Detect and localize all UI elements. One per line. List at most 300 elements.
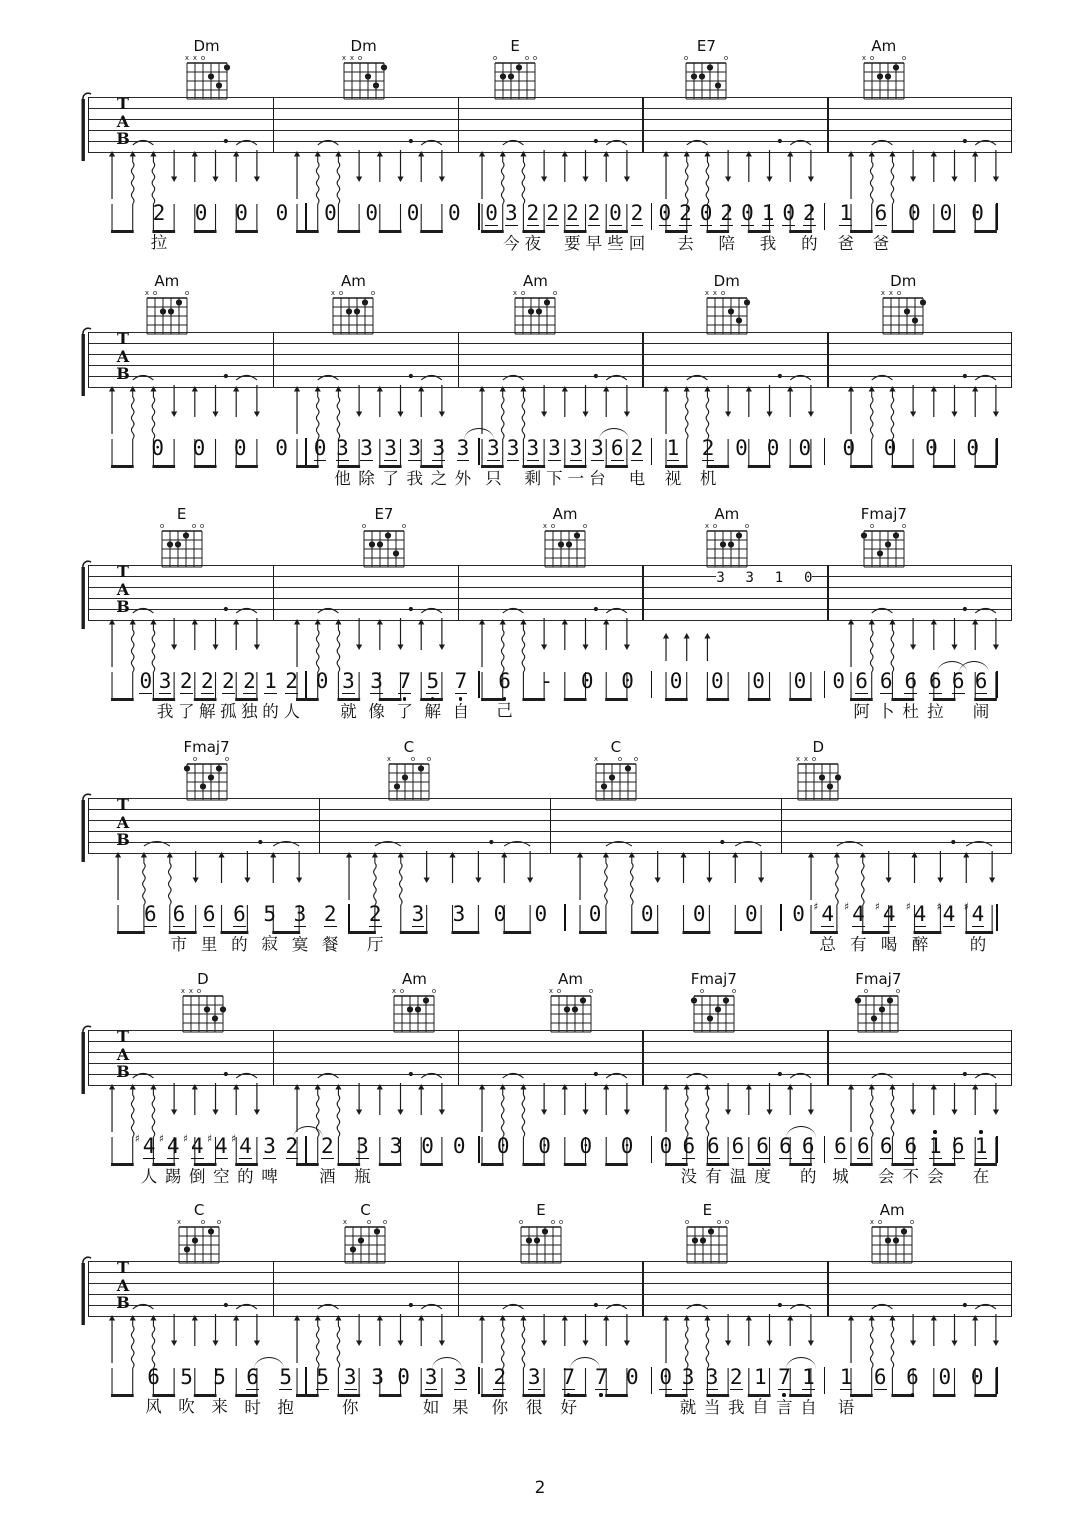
measure-notation [134,437,305,488]
notation-row [134,1366,998,1418]
notation-row [134,670,998,722]
note-token [275,437,288,488]
chord-diagram [856,39,912,105]
lyric-char: 我 [406,469,423,488]
svg-text:x: x [343,1218,348,1226]
lyric-char: 他 [334,469,351,488]
jianpu-number: 0 [692,902,706,926]
jianpu-number: 6 [498,669,511,693]
lyric-char [663,1166,668,1186]
tab-clef-letter: T [117,562,129,581]
note-token [800,1366,817,1418]
number-barline [996,203,998,230]
chord-label: Dm [193,37,220,55]
lyric-char: 只 [485,469,502,488]
note-token [658,202,671,254]
lyric-char: 的 [800,1167,817,1186]
jianpu-number: 0 [669,669,683,693]
jianpu-number: 2 [152,201,166,225]
svg-text:x: x [593,755,598,763]
jianpu-number: 0 [406,201,420,225]
svg-text:o: o [339,289,344,297]
tab-fret-number: 3 [716,570,725,586]
lyric-char: 好 [560,1398,577,1417]
lyric-char [771,468,776,488]
lyric-char: 了 [177,702,195,721]
svg-text:o: o [199,522,204,530]
lyric-char [797,701,802,721]
note-token [171,903,188,955]
sharp-sign: ♯ [231,1133,237,1145]
lyric-char: 里 [200,935,218,954]
note-token [316,1366,329,1418]
note-token [231,1133,254,1187]
chord-label: Dm [350,37,377,55]
tab-clef-letter: A [116,346,130,366]
lyric-char: 的 [237,1167,254,1186]
note-token [538,1135,551,1186]
note-token [728,1366,745,1418]
jianpu-number: 2 [546,201,559,225]
note-token [813,901,836,955]
jianpu-number: 0 [925,436,938,460]
jianpu-number: 0 [659,1365,673,1389]
jianpu-number: 0 [397,1365,410,1389]
jianpu-number: 0 [493,902,507,926]
lyric-char: 度 [754,1167,771,1186]
chord-label: Am [402,970,427,988]
lyric-char: 早 [585,234,603,253]
note-token [579,1135,592,1186]
lyric-char: 总 [819,935,836,954]
chord-grid [878,288,928,336]
note-token [973,670,990,722]
jianpu-number: 4 [190,1134,204,1158]
svg-text:o: o [533,54,538,62]
note-token [767,437,780,488]
tab-clef-letter: A [116,1044,130,1064]
staff-line [88,1041,1012,1042]
lyric-char [542,1166,547,1186]
jianpu-number: 2 [566,201,579,225]
chord-grid [540,521,590,569]
svg-text:x: x [704,289,709,297]
sharp-sign: ♯ [905,901,911,913]
note-token [621,670,634,721]
chord-diagram [337,1203,393,1269]
note-token [546,202,559,254]
chord-diagram [487,39,543,105]
chord-grid [174,1217,224,1265]
note-token [903,1135,920,1187]
note-token [844,901,867,955]
note-token [939,202,952,253]
tab-clef-letter: T [117,1258,129,1277]
svg-text:x: x [386,755,391,763]
note-token [629,437,646,489]
chord-label: D [197,970,209,988]
jianpu-number: 0 [883,436,897,460]
jianpu-number: 2 [243,669,256,693]
note-token [973,1135,990,1187]
lyric-char: 吹 [178,1397,195,1416]
jianpu-number: 6 [144,902,157,926]
jianpu-number: 5 [263,902,277,926]
tab-staff [88,562,1012,620]
chord-diagram [381,740,437,806]
staff-line [88,1261,1012,1262]
lyric-char [715,701,720,721]
jianpu-number: 6 [834,1134,847,1158]
octave-dot-below [567,1393,571,1397]
note-token [873,202,890,254]
chord-grid [339,53,389,101]
jianpu-number: 0 [907,201,921,225]
chord-diagram [171,1203,227,1269]
note-token [406,437,423,489]
svg-text:o: o [361,522,367,530]
measure-notation [480,437,651,489]
tab-fret-number: 3 [745,570,754,586]
note-token [611,437,624,489]
lyric-char: 自 [800,1398,817,1417]
note-token [838,202,855,254]
note-token [842,437,855,488]
svg-text:o: o [525,54,530,62]
note-token [680,1366,697,1418]
measure-notation [307,1366,478,1418]
measure-notation [480,1135,651,1186]
lyric-char [796,934,801,954]
note-token [235,202,248,253]
chord-label: Am [871,37,897,55]
note-token [874,1366,887,1418]
chord-grid [178,986,228,1034]
chord-grid [384,754,434,802]
jianpu-number: 1 [802,1365,815,1389]
measure-notation [825,1135,996,1187]
note-token [448,202,461,253]
svg-text:x: x [870,1218,875,1226]
lyric-char [328,233,333,253]
chord-diagram [179,740,235,806]
lyric-char [912,233,917,253]
svg-text:o: o [699,987,704,995]
chord-grid [157,521,207,569]
note-token [719,202,736,254]
lyric-char: 会 [927,1167,944,1186]
svg-text:o: o [401,522,407,530]
chord-grid [142,288,192,336]
jianpu-number: 0 [365,201,379,225]
lyric-char: 我 [727,1398,745,1417]
jianpu-number: 6 [731,1134,745,1158]
lyric-char: 踢 [164,1167,182,1186]
jianpu-number: 7 [454,669,468,693]
jianpu-number: 0 [620,1134,634,1158]
jianpu-number: 0 [711,669,724,693]
staff-line [88,97,1012,98]
lyric-char [946,935,951,955]
chord-diagram [175,972,231,1038]
jianpu-number: 3 [456,436,470,460]
jianpu-number: 2 [526,201,540,225]
score [88,0,1012,1480]
staff-line [88,1294,1012,1295]
page-number: 2 [534,1478,546,1498]
note-token [760,202,777,254]
lyric-char [155,468,160,488]
note-token [231,903,248,955]
lyric-char [749,934,754,954]
jianpu-number: 2 [323,902,337,926]
note-token [626,1366,639,1417]
staff-line [88,1030,1012,1031]
lyric-char: 有 [850,935,867,954]
lyric-char: 寞 [291,935,309,954]
jianpu-number: 2 [587,201,601,225]
note-token [659,1135,672,1186]
lyric-char: 之 [430,469,448,488]
lyric-char [317,469,322,489]
lyric-char [393,1166,398,1186]
lyric-char: 视 [664,469,682,488]
chord-grid [859,53,909,101]
chord-label: Fmaj7 [690,970,737,988]
jianpu-number: 0 [699,201,713,225]
staff-line [88,1063,1012,1064]
lyric-char: 独 [241,702,258,721]
note-token [752,1366,769,1417]
jianpu-number: 0 [939,201,953,225]
lyric-char [320,1398,325,1418]
chord-grid [389,986,439,1034]
lyric-char [239,233,244,253]
jianpu-number: 0 [485,201,498,225]
svg-text:x: x [889,289,894,297]
lyric-char: 的 [801,234,818,253]
svg-text:o: o [383,1218,388,1226]
svg-text:o: o [878,1218,883,1226]
number-barline [996,671,998,698]
lyric-char [910,1397,915,1417]
note-token [711,670,724,721]
svg-text:o: o [617,755,623,763]
lyric-char [802,468,807,488]
chord-label: Fmaj7 [183,738,230,756]
jianpu-number: 2 [630,201,644,225]
jianpu-number: 3 [343,1365,357,1389]
jianpu-number: 0 [735,436,748,460]
chord-diagram [588,740,644,806]
note-token [700,437,717,489]
note-token [485,437,502,489]
note-token [963,901,987,955]
lyric-char [497,934,502,954]
jianpu-number: 1 [264,669,277,693]
chord-label: E [536,1201,546,1219]
note-token [277,1366,294,1418]
jianpu-number: 0 [640,902,654,926]
svg-text:o: o [685,1218,690,1226]
staff-line [88,365,1012,366]
staff-line [88,332,1012,333]
note-token [925,437,938,488]
chord-diagram [179,39,235,105]
octave-dot-below [782,1393,786,1397]
lyric-char: 阿 [853,702,870,721]
note-token [793,670,806,721]
svg-text:o: o [550,522,556,530]
lyric-char [457,1166,462,1186]
svg-text:o: o [201,1218,206,1226]
measure-notation [350,903,564,955]
note-token [776,1366,793,1418]
note-token [586,202,603,254]
note-token [730,1135,747,1187]
lyric-char: 爸 [837,234,854,253]
note-token [735,437,748,488]
note-token [453,1135,466,1186]
measure-notation [480,670,651,721]
note-token [525,437,542,489]
number-barline [996,1136,998,1163]
measure-notation [480,1366,651,1418]
svg-text:x: x [861,54,866,62]
note-token [134,1133,158,1187]
octave-dot-below [403,697,407,701]
jianpu-number: 4 [971,902,985,926]
jianpu-number: 0 [741,201,754,225]
chord-label: Am [341,272,366,290]
chord-diagram [864,1203,920,1269]
chord-grid [546,986,596,1034]
lyric-char: 没 [680,1167,698,1186]
jianpu-number: 2 [285,1134,299,1158]
svg-text:o: o [224,755,229,763]
octave-dot-above [979,1130,983,1134]
note-token [275,202,288,253]
jianpu-number: 2 [630,436,644,460]
tab-clef-letter: T [117,329,129,348]
svg-text:o: o [196,987,201,995]
lyric-char: 酒 [319,1167,336,1186]
svg-text:o: o [521,289,526,297]
chord-diagram [678,39,734,105]
lyric-char: 寂 [261,934,278,953]
lyric-char [319,701,324,721]
jianpu-number: 0 [534,902,548,926]
lyric-char: 回 [628,234,646,253]
chord-label: C [610,738,622,756]
jianpu-number: 4 [852,902,865,926]
note-token [452,903,465,954]
jianpu-number: 7 [778,1365,791,1389]
sharp-sign: ♯ [936,901,942,913]
lyric-char: 会 [877,1167,895,1186]
jianpu-number: 2 [679,201,692,225]
lyric-char [544,701,549,721]
jianpu-number: 2 [701,436,715,460]
chord-label: Am [558,970,584,988]
note-token [503,202,520,254]
jianpu-number: 3 [408,436,422,460]
jianpu-number: 3 [591,436,604,460]
svg-text:x: x [548,987,553,995]
note-token [485,202,498,254]
chord-diagram [356,507,412,573]
tab-clef-letter: A [116,1275,130,1295]
jianpu-number: 3 [158,669,172,693]
svg-text:o: o [910,1218,915,1226]
svg-text:x: x [392,987,397,995]
lyric-char: 了 [396,702,413,721]
jianpu-number: 6 [904,1134,918,1158]
svg-text:o: o [159,522,164,530]
chord-label: E [176,505,187,523]
lyric-char: 来 [211,1397,228,1416]
note-token [452,1366,469,1418]
svg-text:x: x [796,755,801,763]
jianpu-number: 3 [506,436,520,460]
chord-diagram [686,972,742,1038]
jianpu-number: 6 [756,1134,769,1158]
chord-label: C [403,738,415,756]
svg-text:x: x [513,289,518,297]
svg-text:o: o [152,289,157,297]
lyric-char [489,234,494,254]
note-token [492,1366,509,1418]
lyric-char [289,1167,294,1187]
lyric-char [583,1166,588,1186]
jianpu-number: 0 [452,1134,466,1158]
note-token [607,202,624,254]
note-token [595,1366,608,1418]
lyric-char: 温 [729,1167,747,1186]
lyric-char: 除 [358,469,375,488]
jianpu-number: 3 [411,902,425,926]
notation-row [134,1135,998,1187]
note-token [641,903,654,954]
lyric-char [279,233,284,253]
lyric-char [279,468,284,488]
lyric-char [625,1166,630,1186]
lyric-char [199,233,204,253]
note-token [151,437,164,488]
note-token [151,202,168,253]
note-token [568,437,585,489]
lyric-char: 语 [837,1398,855,1417]
note-token [838,1366,855,1418]
svg-text:o: o [864,987,869,995]
jianpu-number: 2 [720,201,734,225]
jianpu-number: 6 [855,669,868,693]
svg-text:o: o [812,755,817,763]
svg-text:o: o [725,1218,730,1226]
number-barline [996,438,998,465]
jianpu-number: 1 [839,1365,853,1389]
note-token [396,670,413,722]
note-token [878,670,895,722]
octave-dot-below [459,697,463,701]
notation-row [134,202,998,254]
sharp-sign: ♯ [874,901,881,913]
jianpu-number: 3 [384,436,397,460]
octave-dot-below [599,1393,603,1397]
lyric-char [739,468,744,488]
jianpu-number: 6 [951,1134,965,1158]
svg-text:x: x [192,54,197,62]
